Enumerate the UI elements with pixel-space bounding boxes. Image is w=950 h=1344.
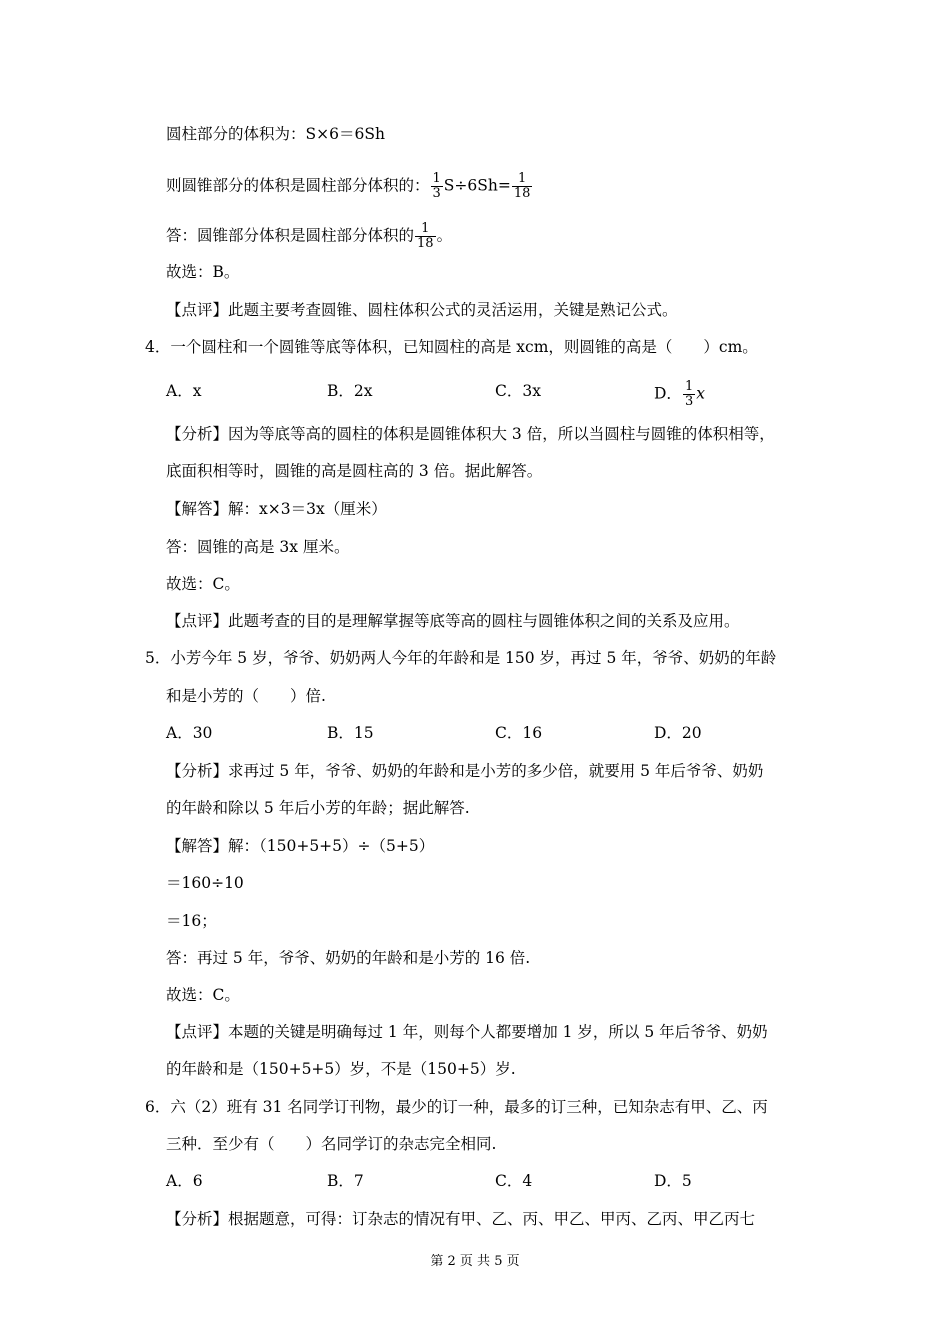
comment-line: 【点评】本题的关键是明确每过 1 年，则每个人都要增加 1 岁，所以 5 年后爷爷、奶奶 [166, 1023, 768, 1041]
answer-line: ＝16； [166, 912, 217, 930]
analysis-line: 底面积相等时，圆锥的高是圆柱高的 3 倍。据此解答。 [166, 462, 543, 480]
comment-line: 【点评】此题考查的目的是理解掌握等底等高的圆柱与圆锥体积之间的关系及应用。 [166, 612, 740, 630]
text-line: 故选：B。 [166, 263, 240, 281]
option-a: A．x [166, 382, 202, 400]
option-b: B．2x [327, 382, 373, 400]
fraction: $\frac{1}{3}$ [684, 379, 694, 409]
option-a: A．30 [166, 724, 213, 742]
text-line: 答：圆锥部分体积是圆柱部分体积的 $\frac{1}{18}$ 。 [166, 221, 453, 251]
reply-line: 答：再过 5 年，爷爷、奶奶的年龄和是小芳的 16 倍. [166, 949, 531, 967]
option-a: A．6 [166, 1172, 203, 1190]
option-d: D． $\frac{1}{3}$ x [654, 379, 705, 409]
option-d: D．20 [654, 724, 702, 742]
question-4-stem: 4．一个圆柱和一个圆锥等底等体积，已知圆柱的高是 xcm，则圆锥的高是（ ）cm。 [145, 338, 758, 356]
option-d: D．5 [654, 1172, 692, 1190]
page-footer: 第 2 页 共 5 页 [430, 1254, 520, 1269]
fraction: $\frac{1}{3}$ [432, 171, 441, 201]
reply-line: 答：圆锥的高是 3x 厘米。 [166, 538, 350, 556]
question-6-stem: 6．六（2）班有 31 名同学订刊物，最少的订一种，最多的订三种，已知杂志有甲、乙、丙 [145, 1098, 768, 1116]
analysis-line: 的年龄和除以 5 年后小芳的年龄；据此解答. [166, 799, 470, 817]
analysis-line: 【分析】根据题意，可得：订杂志的情况有甲、乙、丙、甲乙、甲丙、乙丙、甲乙丙七 [166, 1210, 756, 1228]
question-5-stem: 和是小芳的（ ）倍. [166, 687, 326, 705]
option-c: C．16 [495, 724, 543, 742]
option-c: C．4 [495, 1172, 533, 1190]
answer-line: ＝160÷10 [166, 874, 244, 892]
analysis-line: 【分析】求再过 5 年，爷爷、奶奶的年龄和是小芳的多少倍，就要用 5 年后爷爷、奶奶 [166, 762, 764, 780]
text-line: 则圆锥部分的体积是圆柱部分体积的： $\frac{1}{3}$ S÷6Sh= $\frac{1}{18}$ [166, 171, 531, 201]
fraction: $\frac{1}{18}$ [513, 171, 531, 201]
question-6-stem: 三种．至少有（ ）名同学订的杂志完全相同. [166, 1135, 497, 1153]
comment-line: 【点评】此题主要考查圆锥、圆柱体积公式的灵活运用，关键是熟记公式。 [166, 301, 678, 319]
option-b: B．7 [327, 1172, 364, 1190]
fraction: $\frac{1}{18}$ [417, 221, 434, 251]
comment-line: 的年龄和是（150+5+5）岁，不是（150+5）岁. [166, 1060, 516, 1078]
analysis-line: 【分析】因为等底等高的圆柱的体积是圆锥体积大 3 倍，所以当圆柱与圆锥的体积相等， [166, 425, 775, 443]
option-c: C．3x [495, 382, 541, 400]
choice-line: 故选：C。 [166, 986, 240, 1004]
answer-line: 【解答】解：x×3＝3x（厘米） [166, 500, 387, 518]
question-5-stem: 5．小芳今年 5 岁，爷爷、奶奶两人今年的年龄和是 150 岁，再过 5 年，爷爷、奶奶的年龄 [145, 649, 777, 667]
choice-line: 故选：C。 [166, 575, 240, 593]
option-b: B．15 [327, 724, 374, 742]
answer-line: 【解答】解：（150+5+5）÷（5+5） [166, 837, 435, 855]
text-line: 圆柱部分的体积为：S×6＝6Sh [166, 125, 385, 143]
